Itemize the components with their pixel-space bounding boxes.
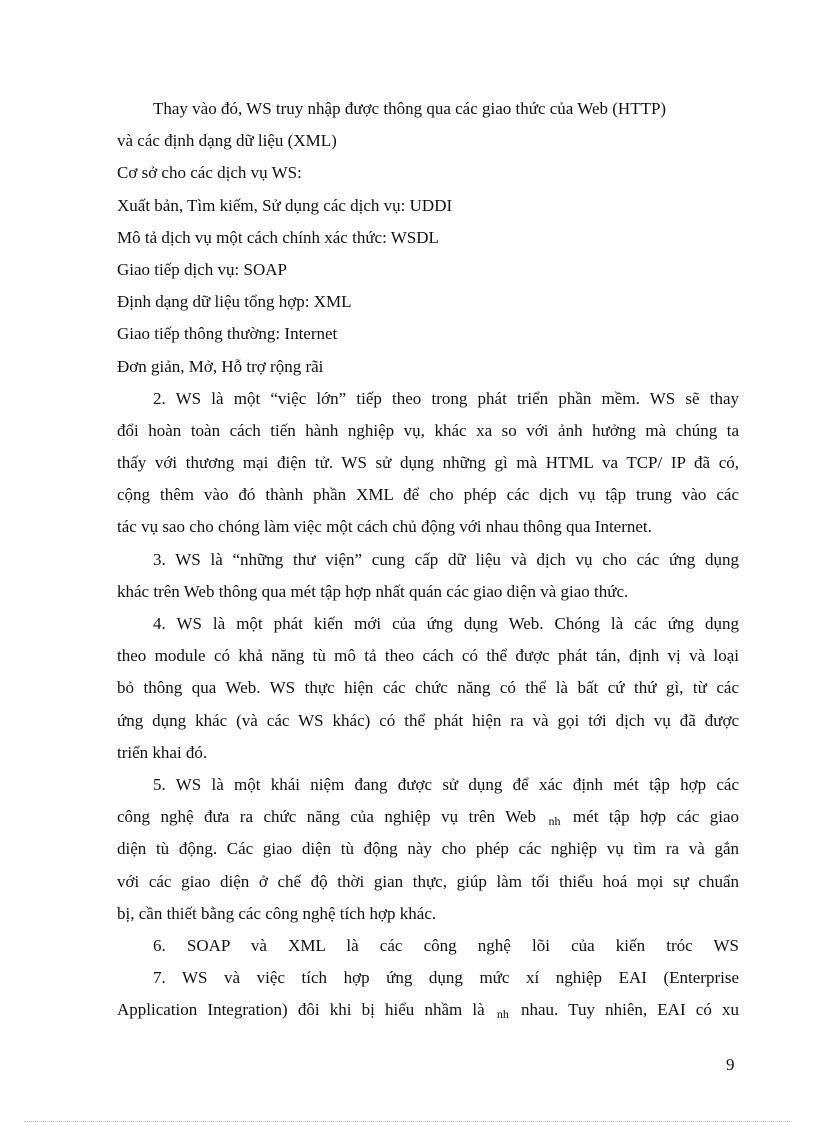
text-line: 4. WS là một phát kiến mới của ứng dụng Web. Chóng là các ứng dụng [153, 614, 739, 633]
text-line: và các định dạng dữ liệu (XML) [117, 131, 337, 151]
text-line: cộng thêm vào đó thành phần XML để cho phép các dịch vụ tập trung vào các [117, 485, 739, 505]
text-line: 7. WS và việc tích hợp ứng dụng mức xí nghiệp EAI (Enterprise [153, 968, 739, 988]
text-line: triển khai đó. [117, 742, 208, 762]
page-number: 9 [726, 1055, 735, 1074]
text-line: Đơn giản, Mở, Hỗ trợ rộng rãi [117, 356, 324, 376]
small-fragment: nh [496, 1007, 509, 1022]
text-fragment: nhau. Tuy nhiên, EAI có xu [521, 1000, 739, 1020]
text-line: 3. WS là “những thư viện” cung cấp dữ liệu và dịch vụ cho các ứng dụng [153, 549, 739, 569]
text-line: tác vụ sao cho chóng làm việc một cách chủ động với nhau thông qua Internet. [117, 517, 652, 537]
text-line: 5. WS là một khái niệm đang được sử dụng để xác định mét tập hợp các [153, 774, 739, 794]
text-line: Định dạng dữ liệu tổng hợp: XML [117, 292, 352, 312]
text-line: 2. WS là một “việc lớn” tiếp theo trong phát triển phần mềm. WS sẽ thay [153, 388, 739, 408]
text-line: khác trên Web thông qua mét tập hợp nhất quán các giao diện và giao thức. [117, 581, 629, 601]
text-line: Giao tiếp dịch vụ: SOAP [117, 259, 287, 279]
text-line: ứng dụng khác (và các WS khác) có thể phát hiện ra và gọi tới dịch vụ đã được [117, 710, 739, 730]
text-line: Cơ sở cho các dịch vụ WS: [117, 163, 302, 183]
text-line: thấy với thương mại điện tử. WS sử dụng những gì mà HTML va TCP/ IP đã có, [117, 453, 739, 473]
text-line: với các giao diện ở chế độ thời gian thực, giúp làm tối thiểu hoá mọi sự chuẩn [117, 871, 739, 891]
body-text [117, 93, 739, 1026]
text-line: theo module có khả năng tù mô tả theo cách có thể được phát tán, định vị và loại [117, 646, 739, 666]
text-fragment: mét tập hợp các giao [572, 807, 740, 827]
text-line: diện tù động. Các giao diện tù động này cho phép các nghiệp vụ tìm ra và gắn [117, 839, 739, 859]
footer-divider [24, 1121, 792, 1122]
text-line: Mô tả dịch vụ một cách chính xác thức: WSDL [117, 227, 439, 247]
text-line [117, 994, 739, 1026]
text-line: 6. SOAP và XML là các công nghệ lõi của kiến tróc WS [153, 935, 739, 955]
text-fragment: công nghệ đưa ra chức năng của nghiệp vụ trên Web [117, 807, 536, 827]
text-line: bị, cần thiết bằng các công nghệ tích hợp khác. [117, 903, 437, 923]
text-fragment: Application Integration) đôi khi bị hiểu nhầm là [117, 1000, 485, 1020]
text-line: bỏ thông qua Web. WS thực hiện các chức năng có thể là bất cứ thứ gì, từ các [117, 678, 739, 698]
text-line: Giao tiếp thông thường: Internet [117, 324, 338, 344]
text-line: đổi hoàn toàn cách tiến hành nghiệp vụ, khác xa so với ảnh hưởng mà chúng ta [117, 420, 739, 440]
small-fragment: nh [548, 814, 561, 829]
text-line: Thay vào đó, WS truy nhập được thông qua các giao thức của Web (HTTP) [153, 99, 667, 118]
text-line [117, 801, 739, 833]
text-line: Xuất bản, Tìm kiếm, Sử dụng các dịch vụ: UDDI [117, 195, 453, 215]
